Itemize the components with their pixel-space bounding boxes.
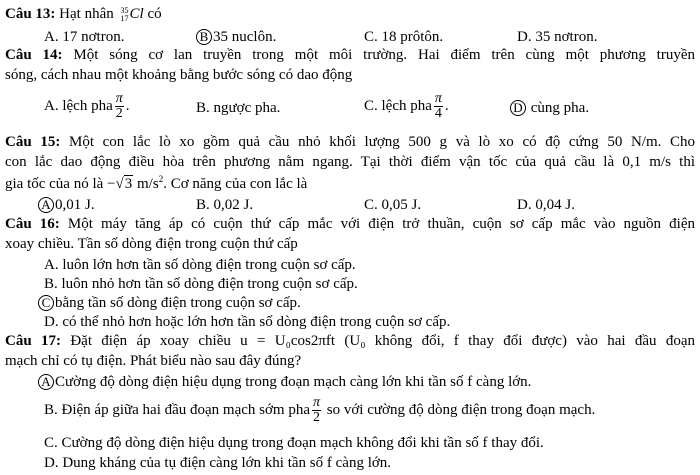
- option-text: có thể nhỏ hơn hoặc lớn hơn tần số dòng điện trong cuộn sơ cấp.: [62, 314, 451, 330]
- option-letter-circled: B: [196, 29, 212, 45]
- q16-stem-line2: xoay chiều. Tần số dòng điện trong cuộn thứ cấp: [5, 236, 298, 252]
- option-text: Cường độ dòng điện hiệu dụng trong đoạn mạch không đổi khi tần số f thay đổi.: [61, 435, 544, 451]
- q17-stem-line2: mạch chỉ có tụ điện. Phát biểu nào sau đây đúng?: [5, 353, 302, 369]
- q16-stem-text1: Một máy tăng áp có cuộn thứ cấp mắc với điện trở thuần, cuộn sơ cấp mắc vào nguồn điện: [67, 216, 695, 232]
- q14-stem-line1: [5, 46, 695, 64]
- q14-stem-text1: Một sóng cơ lan truyền trong một môi trường. Hai điểm trên cùng một phương truyền: [73, 47, 695, 63]
- option-text: 18 prôtôn.: [381, 29, 444, 45]
- q15-option-d: [517, 196, 575, 214]
- q13-stem-post: có: [147, 6, 162, 22]
- unit-exponent: 2: [158, 174, 164, 184]
- q16-option-d: [44, 313, 450, 331]
- option-letter: B.: [44, 276, 58, 292]
- option-letter: A.: [44, 29, 59, 45]
- q17-stem-text1: Đặt điện áp xoay chiều u = U₀cos2πft (U₀ không đổi, f thay đổi được) vào hai đầu đoạn: [70, 333, 696, 349]
- q17-option-c: [44, 434, 544, 452]
- fraction: [434, 92, 443, 121]
- q15-stem-text3-post: . Cơ năng của con lắc là: [163, 176, 308, 192]
- q15-stem-text3: gia tốc của nó là: [5, 176, 104, 192]
- q13-option-d: [517, 28, 597, 46]
- fraction-numerator: π: [434, 91, 442, 106]
- q13-option-a: [44, 28, 124, 46]
- q15-label: Câu 15:: [5, 134, 61, 150]
- option-letter: D.: [517, 197, 532, 213]
- option-text: 35 nơtron.: [535, 29, 598, 45]
- option-text: Cường độ dòng điện hiệu dụng trong đoạn mạch càng lớn khi tần số f càng lớn.: [55, 374, 532, 390]
- option-text: luôn lớn hơn tần số dòng điện trong cuộn sơ cấp.: [62, 257, 356, 273]
- q16-option-b: [44, 275, 358, 293]
- option-text: ngược pha.: [213, 100, 281, 116]
- q13-atomic-number: 17: [120, 14, 129, 23]
- option-text: Dung kháng của tụ điện càng lớn khi tần số f càng lớn.: [62, 455, 392, 471]
- option-letter: B.: [196, 100, 210, 116]
- q16-option-a: [44, 256, 356, 274]
- fraction-numerator: π: [115, 91, 123, 106]
- q17-option-d: [44, 454, 391, 472]
- q13-nuclide-numbers: [121, 7, 129, 23]
- option-letter-circled: A: [38, 197, 54, 213]
- q14-option-a: [44, 92, 130, 121]
- option-letter: A.: [44, 97, 59, 114]
- q13-element-symbol: Cl: [129, 6, 144, 22]
- option-letter: A.: [44, 257, 59, 273]
- option-tail: .: [125, 97, 130, 114]
- option-letter-circled: C: [38, 295, 54, 311]
- q15-stem-text1: Một con lắc lò xo gồm quả cầu nhỏ khối lượng 500 g và lò xo có độ cứng 50 N/m. Cho: [68, 134, 696, 150]
- option-text: lệch pha: [62, 97, 113, 114]
- option-letter: C.: [364, 97, 378, 114]
- q14-option-d: [510, 99, 589, 117]
- q15-stem-line3: [5, 175, 307, 193]
- q16-stem-line1: [5, 215, 695, 233]
- option-letter: B.: [44, 401, 58, 418]
- option-text: 0,05 J.: [381, 197, 422, 213]
- option-text: luôn nhỏ hơn tần số dòng điện trong cuộn sơ cấp.: [61, 276, 358, 292]
- q13-mass-number: 35: [120, 6, 129, 15]
- q13-stem-pre: Hạt nhân: [59, 6, 114, 22]
- option-letter-circled: A: [38, 374, 54, 390]
- q15-option-c: [364, 196, 421, 214]
- option-text: 0,01 J.: [55, 197, 95, 213]
- fraction-denominator: 2: [115, 106, 123, 121]
- option-letter: C.: [44, 435, 58, 451]
- q16-label: Câu 16:: [5, 216, 60, 232]
- q14-label: Câu 14:: [5, 47, 63, 63]
- q13-option-c: [364, 28, 443, 46]
- option-text: Điện áp giữa hai đầu đoạn mạch sớm pha: [61, 401, 311, 418]
- unit: m/s: [137, 176, 159, 192]
- option-letter: C.: [364, 197, 378, 213]
- q14-option-b: [196, 99, 280, 117]
- minus-sign: −: [107, 176, 116, 192]
- option-letter: B.: [196, 197, 210, 213]
- q14-option-c: [364, 92, 449, 121]
- q17-option-b: [44, 396, 595, 425]
- q15-option-a: [38, 196, 95, 214]
- option-tail: .: [444, 97, 449, 114]
- q13-label: Câu 13:: [5, 6, 56, 22]
- fraction-denominator: 2: [313, 410, 321, 425]
- q14-stem-line2: sóng, cách nhau một khoảng bằng bước sóng có dao động: [5, 67, 353, 83]
- q17-stem-line1: [5, 332, 695, 350]
- option-text: cùng pha.: [530, 100, 590, 116]
- radicand: 3: [124, 176, 133, 192]
- option-text: 0,04 J.: [535, 197, 575, 213]
- option-letter: D.: [517, 29, 532, 45]
- q15-stem-line2: con lắc dao động điều hòa trên phương nằm ngang. Tại thời điểm vận tốc của quả cầu là 0,1 m/s thì: [5, 154, 695, 170]
- option-text: bằng tần số dòng điện trong cuộn sơ cấp.: [55, 295, 301, 311]
- q17-label: Câu 17:: [5, 333, 61, 349]
- q16-option-c: [38, 294, 301, 312]
- radical-sign: √: [115, 176, 124, 192]
- q13-option-b: [196, 28, 276, 46]
- fraction: [115, 92, 124, 121]
- option-letter: D.: [44, 455, 59, 471]
- q17-option-a: [38, 373, 531, 391]
- q15-stem-line1: [5, 133, 695, 151]
- q13-stem: [5, 5, 162, 23]
- q15-option-b: [196, 196, 253, 214]
- fraction: [312, 396, 321, 425]
- fraction-numerator: π: [313, 395, 321, 410]
- option-text: 17 nơtron.: [62, 29, 125, 45]
- option-letter: C.: [364, 29, 378, 45]
- option-letter-circled: D: [510, 100, 526, 116]
- option-text: 0,02 J.: [213, 197, 254, 213]
- option-tail: so với cường độ dòng điện trong đoạn mạch.: [326, 401, 596, 418]
- option-text: 35 nuclôn.: [213, 29, 277, 45]
- option-letter: D.: [44, 314, 59, 330]
- option-text: lệch pha: [381, 97, 432, 114]
- fraction-denominator: 4: [434, 106, 442, 121]
